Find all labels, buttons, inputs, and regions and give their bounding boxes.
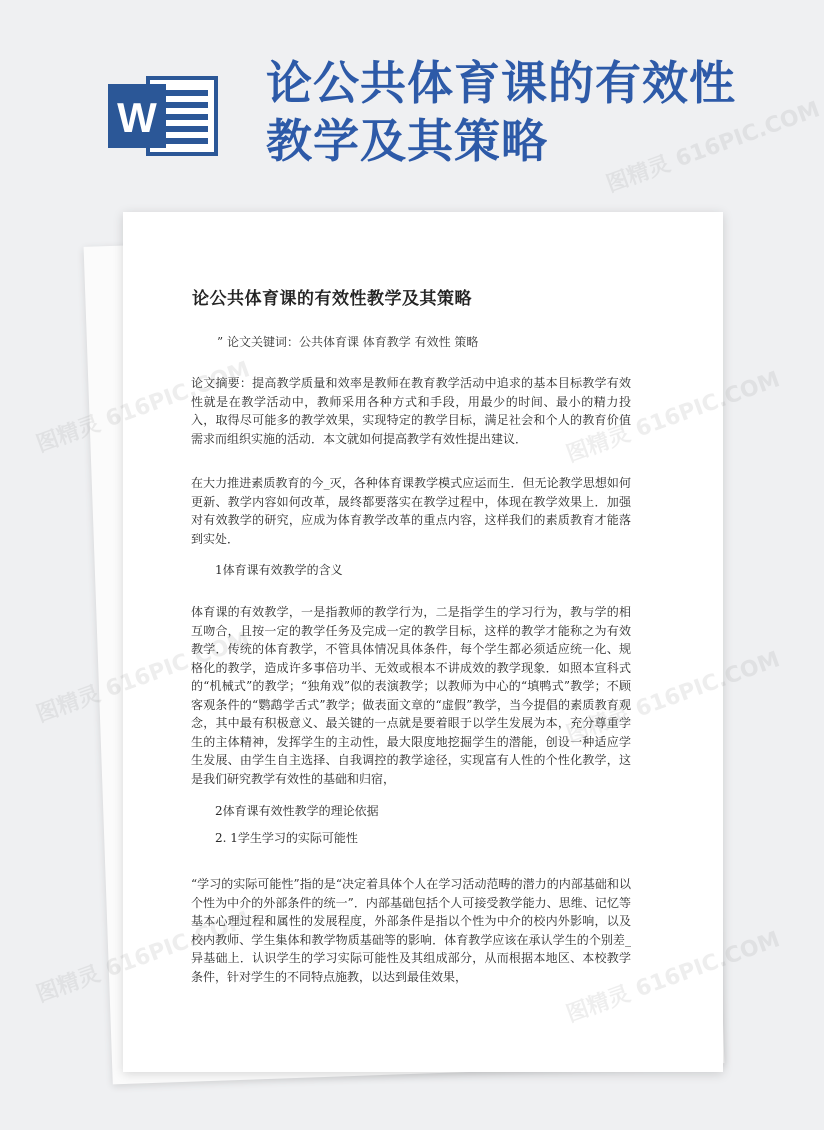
watermark: 图精灵 — [33, 681, 104, 728]
section-1-paragraph: 体育课的有效教学，一是指教师的教学行为，二是指学生的学习行为，教与学的相互吻合，且按一定的教学任务及完成一定的教学目标，这样的教学才能称之为有效教学．传统的体育教学，不管具体情况具体条件，每个学生都必须适应统一化、规格化的教学，造成许多事倍功半、无效或根本不讲成效的教学现象．如照本宣科式的“机械式”的教学；“独角戏”似的表演教学；以教师为中心的“填鸭式”教学；不顾客观条件的“鹦鹉学舌式”教学；做表面文章的“虚假”教学，当今提倡的素质教育观念，其中最有积极意义、最关键的一点就是要着眼于以学生发展为本，充分尊重学生的主体精神，发挥学生的主动性，最大限度地挖掘学生的潜能，创设一种适应学生发展、由学生自主选择、自我调控的教学途径，实现富有人性的个性化教学，这是我们研究教学有效性的基础和归宿， — [191, 605, 631, 786]
banner-title-line1: 论公共体育课的有效性 — [266, 56, 736, 110]
intro-paragraph: 在大力推进素质教育的今_灭，各种体育课教学模式应运而生．但无论教学思想如何更新、教学内容如何改革，晟终都要落实在教学过程中，体现在教学效果上．加强对有效教学的研究，应成为体育教学改革的重点内容，这样我们的素质教育才能落到实处． — [191, 476, 631, 546]
section-2-1-paragraph: “学习的实际可能性”指的是“决定着具体个人在学习活动范畴的潜力的内部基础和以个性为中介的外部条件的统一”．内部基础包括个人可接受教学能力、思维、记忆等基本心理过程和属性的发展程度，外部条件是指以个性为中介的校内外影响，以及校内教师、学生集体和教学物质基础等的影响．体育教学应该在承认学生的个别差_异基础上．认识学生的学习实际可能性及其组成部分，从而根据本地区、本校教学条件，针对学生的不同特点施教，以达到最佳效果， — [191, 877, 631, 984]
section-1-heading: 1体育课有效教学的含义 — [215, 563, 343, 577]
watermark: 图精灵 616PIC.COM — [603, 97, 824, 198]
banner-title-line2: 教学及其策略 — [266, 114, 548, 168]
document-title: 论公共体育课的有效性教学及其策略 — [192, 289, 472, 309]
section-2-heading: 2体育课有效性教学的理论依据 — [215, 804, 379, 818]
watermark: 图精灵 — [33, 961, 104, 1008]
watermark: 图精灵 — [33, 411, 104, 458]
abstract-paragraph: 论文摘要：提高教学质量和效率是教师在教育教学活动中追求的基本目标教学有效性就是在教学活动中，教师采用各种方式和手段，用最少的时间、最小的精力投入，取得尽可能多的教学效果，实现特定的教学目标，满足社会和个人的教育价值需求而组织实施的活动．本文就如何提高教学有效性提出建议． — [191, 376, 631, 446]
document-keywords: ” 论文关键词：公共体育课 体育教学 有效性 策略 — [217, 335, 479, 349]
section-2-1-heading: 2. 1学生学习的实际可能性 — [215, 831, 358, 845]
word-logo-letter: W — [117, 94, 157, 141]
document-page — [123, 212, 723, 1072]
word-logo-icon — [108, 70, 220, 162]
banner-title — [266, 54, 786, 170]
